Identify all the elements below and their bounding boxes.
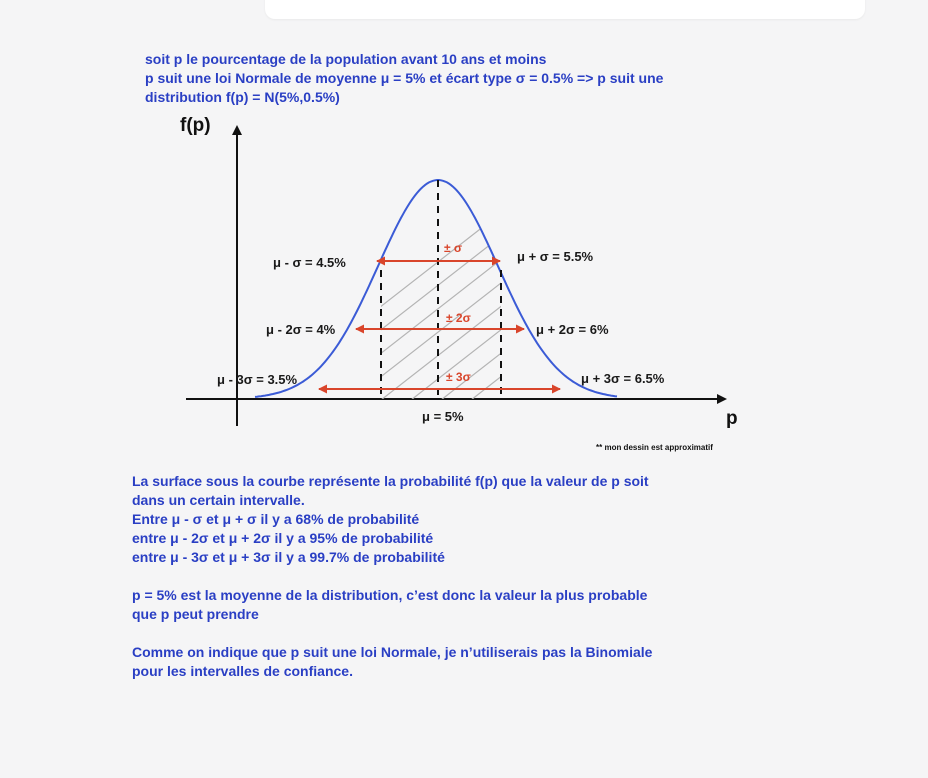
- three-sigma-label: ± 3σ: [446, 370, 471, 384]
- plus-3sigma-label: μ + 3σ = 6.5%: [581, 371, 665, 386]
- plus-1sigma-label: μ + σ = 5.5%: [517, 249, 594, 264]
- body-line: dans un certain intervalle.: [132, 492, 305, 508]
- y-axis-label: f(p): [180, 115, 211, 136]
- mean-label: μ = 5%: [422, 409, 464, 424]
- body-line: Entre μ - σ et μ + σ il y a 68% de probabilité: [132, 511, 420, 527]
- body-line: entre μ - 3σ et μ + 3σ il y a 99.7% de probabilité: [132, 549, 445, 565]
- one-sigma-label: ± σ: [444, 241, 463, 255]
- plus-2sigma-label: μ + 2σ = 6%: [536, 322, 609, 337]
- minus-2sigma-label: μ - 2σ = 4%: [266, 322, 336, 337]
- body-line: entre μ - 2σ et μ + 2σ il y a 95% de probabilité: [132, 530, 434, 546]
- x-axis-label: p: [726, 408, 738, 429]
- two-sigma-label: ± 2σ: [446, 311, 471, 325]
- body-line: La surface sous la courbe représente la probabilité f(p) que la valeur de p soit: [132, 473, 649, 489]
- approximation-note: ** mon dessin est approximatif: [596, 443, 713, 452]
- minus-1sigma-label: μ - σ = 4.5%: [273, 255, 346, 270]
- body-line: que p peut prendre: [132, 606, 259, 622]
- body-line: Comme on indique que p suit une loi Normale, je n’utiliserais pas la Binomiale: [132, 644, 653, 660]
- intro-line: soit p le pourcentage de la population avant 10 ans et moins: [145, 51, 547, 67]
- bell-curve: [255, 180, 617, 397]
- minus-3sigma-label: μ - 3σ = 3.5%: [217, 372, 298, 387]
- intro-line: p suit une loi Normale de moyenne μ = 5% et écart type σ = 0.5% => p suit une: [145, 70, 664, 86]
- hatch-line: [321, 228, 541, 400]
- explanation-text: [132, 472, 772, 681]
- intro-line: distribution f(p) = N(5%,0.5%): [145, 89, 340, 105]
- body-line: p = 5% est la moyenne de la distribution, c’est donc la valeur la plus probable: [132, 587, 648, 603]
- body-line: pour les intervalles de confiance.: [132, 663, 353, 679]
